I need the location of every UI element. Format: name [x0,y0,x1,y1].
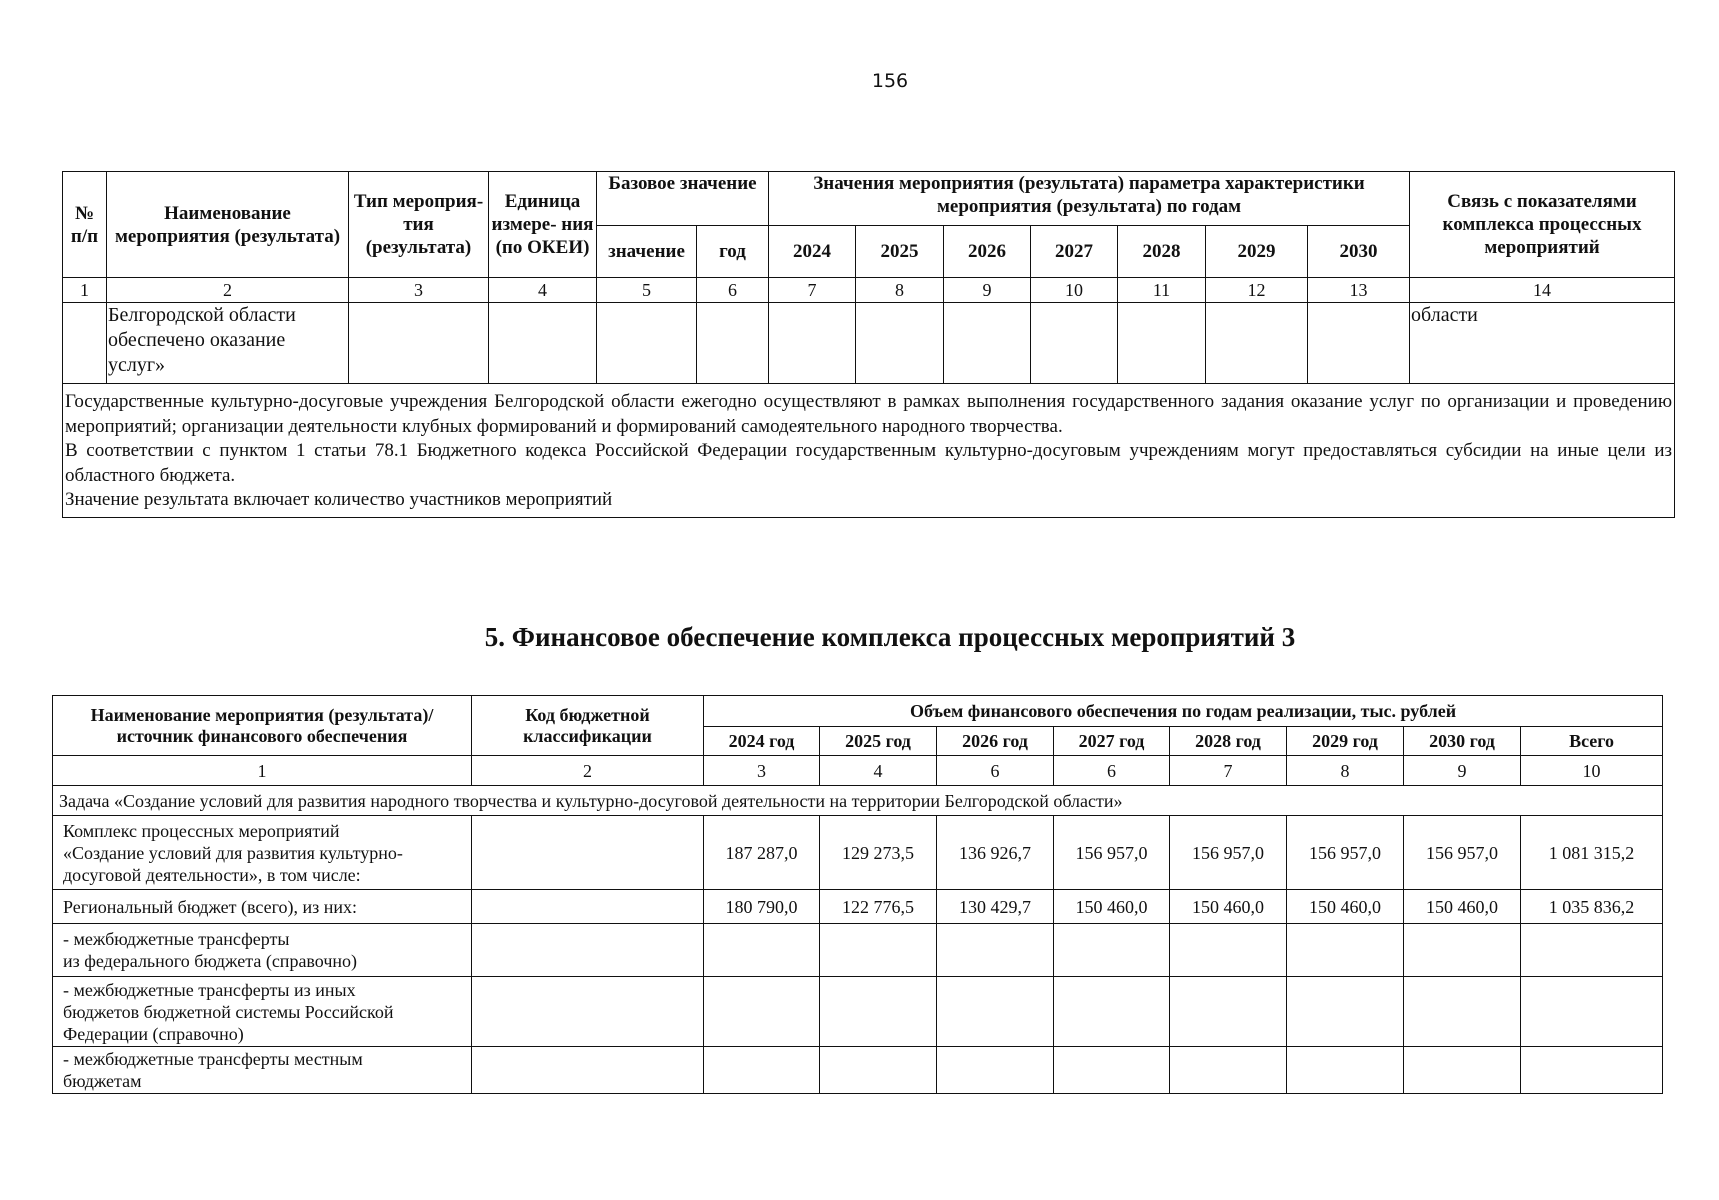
column-index: 2 [107,278,349,303]
row-value: 156 957,0 [1404,816,1521,890]
row-value [1170,1047,1287,1094]
row-name-line: «Создание условий для развития культурно- [63,842,403,863]
row-name-line: Комплекс процессных мероприятий [63,820,340,841]
header-year: 2028 год [1170,727,1287,756]
row-value [1170,977,1287,1047]
row-total [1521,977,1663,1047]
row-value [1287,977,1404,1047]
row-value [1287,1047,1404,1094]
row-value [1054,924,1170,977]
cell-year-value [1031,303,1118,384]
note-row [63,384,1675,518]
column-index: 1 [63,278,107,303]
column-index: 3 [349,278,489,303]
row-value: 150 460,0 [1404,890,1521,924]
column-index-row [63,278,1675,303]
column-index: 11 [1118,278,1206,303]
row-value [1170,924,1287,977]
row-name [53,977,472,1047]
row-value [704,1047,820,1094]
row-name [53,816,472,890]
financing-table [52,695,1663,1094]
row-name-line: бюджетам [63,1071,142,1091]
row-value: 130 429,7 [937,890,1054,924]
cell-year-value [944,303,1031,384]
header-type: Тип мероприя- тия (результата) [349,172,489,278]
column-index-row [53,756,1663,786]
row-value: 156 957,0 [1170,816,1287,890]
column-index: 7 [769,278,856,303]
header-volume: Объем финансового обеспечения по годам реализации, тыс. рублей [704,696,1663,727]
cell-type [349,303,489,384]
cell-year-value [1308,303,1410,384]
header-name: Наименование мероприятия (результата) [107,172,349,278]
table-row [53,816,1663,890]
header-year: 2025 [856,226,944,278]
table-row [53,924,1663,977]
cell-name-line: обеспечено оказание [108,329,286,351]
cell-year-value [856,303,944,384]
row-name-line: досуговой деятельности», в том числе: [63,864,361,885]
row-code [472,816,704,890]
header-year: 2027 [1031,226,1118,278]
column-index: 14 [1410,278,1675,303]
cell-year-value [1118,303,1206,384]
row-value [820,977,937,1047]
cell-name [107,303,349,384]
row-value [704,977,820,1047]
note-cell [63,384,1675,518]
table-row [53,977,1663,1047]
column-index: 9 [1404,756,1521,786]
row-value [1404,1047,1521,1094]
row-value: 150 460,0 [1287,890,1404,924]
cell-year-value [1206,303,1308,384]
header-year: 2030 [1308,226,1410,278]
row-value [937,977,1054,1047]
row-code [472,890,704,924]
table-row [53,890,1663,924]
row-name [53,924,472,977]
row-name [53,890,472,924]
task-row [53,786,1663,816]
cell-unit [489,303,597,384]
header-base-year: год [697,226,769,278]
section-title: 5. Финансовое обеспечение комплекса процессных мероприятий 3 [484,622,1296,652]
column-index: 6 [937,756,1054,786]
row-value: 150 460,0 [1170,890,1287,924]
row-code [472,977,704,1047]
row-value [1404,977,1521,1047]
column-index: 4 [820,756,937,786]
row-name-line: бюджетов бюджетной системы Российской [63,1001,394,1022]
header-unit: Единица измере- ния (по ОКЕИ) [489,172,597,278]
column-index: 1 [53,756,472,786]
table-row [53,1047,1663,1094]
row-name-line: Федерации (справочно) [63,1023,244,1044]
cell-base-year [697,303,769,384]
cell-name-line: услуг» [108,354,166,376]
column-index: 4 [489,278,597,303]
row-total: 1 081 315,2 [1521,816,1663,890]
row-name [53,1047,472,1094]
header-year: 2028 [1118,226,1206,278]
row-name-line: Региональный бюджет (всего), из них: [63,896,358,917]
column-index: 2 [472,756,704,786]
header-base-value: значение [597,226,697,278]
task-cell: Задача «Создание условий для развития народного творчества и культурно-досуговой деятельности на территории Белгородской области» [53,786,1663,816]
row-value [1287,924,1404,977]
row-name-line: - межбюджетные трансферты местным [63,1049,363,1069]
header-year: 2026 год [937,727,1054,756]
results-table [62,171,1675,518]
header-year: 2030 год [1404,727,1521,756]
row-name-line: - межбюджетные трансферты из иных [63,979,356,1000]
column-index: 8 [1287,756,1404,786]
note-paragraph: Государственные культурно-досуговые учреждения Белгородской области ежегодно осуществляют в рамках выполнения государственного задания оказание услуг по организации и проведению мероприятий; организации деятельности клубных формирований и формирований самодеятельного народного творчества. [65,391,1673,437]
row-total [1521,1047,1663,1094]
header-num: № п/п [63,172,107,278]
header-total: Всего [1521,727,1663,756]
header-year: 2025 год [820,727,937,756]
header-values: Значения мероприятия (результата) параметра характеристики мероприятия (результата) по годам [769,172,1410,226]
header-year: 2024 [769,226,856,278]
row-value: 136 926,7 [937,816,1054,890]
note-paragraph: Значение результата включает количество участников мероприятий [65,489,613,510]
cell-num [63,303,107,384]
row-value [704,924,820,977]
header-code: Код бюджетной классификации [472,696,704,756]
cell-link: области [1410,303,1675,384]
column-index: 3 [704,756,820,786]
header-year: 2029 [1206,226,1308,278]
row-value: 180 790,0 [704,890,820,924]
row-value [820,924,937,977]
column-index: 8 [856,278,944,303]
row-value [820,1047,937,1094]
cell-year-value [769,303,856,384]
row-total: 1 035 836,2 [1521,890,1663,924]
column-index: 10 [1521,756,1663,786]
header-name: Наименование мероприятия (результата)/ источник финансового обеспечения [53,696,472,756]
row-code [472,1047,704,1094]
row-value [937,1047,1054,1094]
note-paragraph: В соответствии с пунктом 1 статьи 78.1 Бюджетного кодекса Российской Федерации государственным культурно-досуговым учреждениям могут предоставляться субсидии на иные цели из областного бюджета. [65,440,1673,486]
cell-base-value [597,303,697,384]
column-index: 12 [1206,278,1308,303]
row-total [1521,924,1663,977]
column-index: 5 [597,278,697,303]
column-index: 6 [697,278,769,303]
table-row [63,303,1675,384]
row-name-line: из федерального бюджета (справочно) [63,951,358,971]
row-value: 129 273,5 [820,816,937,890]
page-number: 156 [871,70,909,92]
row-value [1054,977,1170,1047]
row-value: 156 957,0 [1287,816,1404,890]
column-index: 6 [1054,756,1170,786]
row-value: 156 957,0 [1054,816,1170,890]
row-value [937,924,1054,977]
cell-name-line: Белгородской области [108,304,296,326]
row-value: 122 776,5 [820,890,937,924]
row-value [1054,1047,1170,1094]
header-link: Связь с показателями комплекса процессных мероприятий [1410,172,1675,278]
row-value: 187 287,0 [704,816,820,890]
row-value: 150 460,0 [1054,890,1170,924]
header-year: 2027 год [1054,727,1170,756]
row-name-line: - межбюджетные трансферты [63,929,290,949]
row-value [1404,924,1521,977]
column-index: 10 [1031,278,1118,303]
header-base: Базовое значение [597,172,769,226]
column-index: 9 [944,278,1031,303]
row-code [472,924,704,977]
header-year: 2026 [944,226,1031,278]
header-year: 2024 год [704,727,820,756]
header-year: 2029 год [1287,727,1404,756]
column-index: 13 [1308,278,1410,303]
column-index: 7 [1170,756,1287,786]
